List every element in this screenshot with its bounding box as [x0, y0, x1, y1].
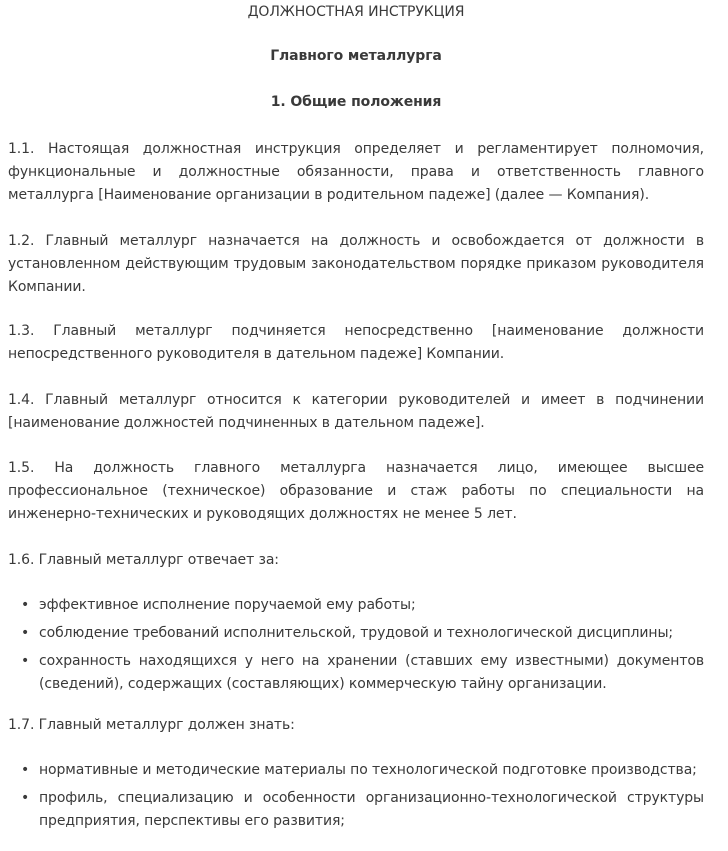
responsibilities-list [8, 594, 704, 701]
bullet-icon: • [21, 762, 30, 778]
bullet-icon: • [21, 597, 30, 613]
list-item-text: нормативные и методические материалы по технологической подготовке производства; [39, 762, 697, 778]
list-item-text: соблюдение требований исполнительской, трудовой и технологической дисциплины; [39, 625, 674, 641]
paragraph-1-2: 1.2. Главный металлург назначается на должность и освобождается от должности в установленном действующим трудовым законодательством порядке приказом руководителя Компании. [8, 233, 704, 295]
list-item [8, 759, 704, 782]
bullet-icon: • [21, 625, 30, 641]
section-heading: 1. Общие положения [270, 94, 442, 110]
paragraph-1-1: 1.1. Настоящая должностная инструкция определяет и регламентирует полномочия, функциональные и должностные обязанности, права и ответственность главного металлурга [Наименование организации в родительном падеже] (далее — Компания). [8, 141, 704, 203]
list-item [8, 622, 704, 645]
paragraph-1-5: 1.5. На должность главного металлурга назначается лицо, имеющее высшее профессиональное (техническое) образование и стаж работы по специальности на инженерно-технических и руководящих должностях не менее 5 лет. [8, 460, 704, 522]
bullet-icon: • [21, 653, 30, 669]
bullet-icon: • [21, 790, 30, 806]
document-type-heading: ДОЛЖНОСТНАЯ ИНСТРУКЦИЯ [247, 4, 465, 20]
paragraph-1-4: 1.4. Главный металлург относится к категории руководителей и имеет в подчинении [наименование должностей подчиненных в дательном падеже]. [8, 392, 704, 431]
paragraph-1-3: 1.3. Главный металлург подчиняется непосредственно [наименование должности непосредственного руководителя в дательном падеже] Компании. [8, 323, 704, 362]
paragraph-1-7: 1.7. Главный металлург должен знать: [8, 717, 295, 733]
list-item [8, 650, 704, 696]
list-item-text: сохранность находящихся у него на хранении (ставших ему известными) документов (сведений), содержащих (составляющих) коммерческую тайну организации. [39, 653, 704, 692]
position-heading: Главного металлурга [270, 48, 442, 64]
paragraph-1-6: 1.6. Главный металлург отвечает за: [8, 552, 279, 568]
list-item-text: эффективное исполнение поручаемой ему работы; [39, 597, 416, 613]
knowledge-list [8, 759, 704, 838]
list-item [8, 594, 704, 617]
list-item-text: профиль, специализацию и особенности организационно-технологической структуры предприятия, перспективы его развития; [39, 790, 704, 829]
list-item [8, 787, 704, 833]
